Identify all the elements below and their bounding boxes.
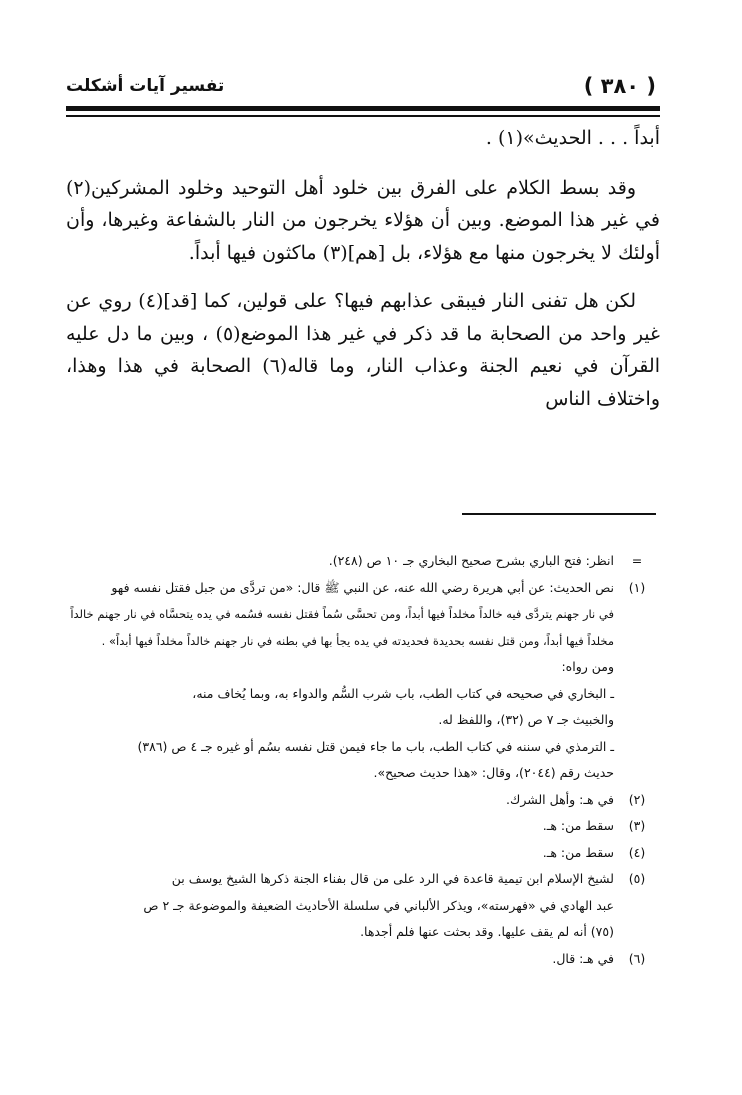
footnote-line: ـ الترمذي في سننه في كتاب الطب، باب ما جاء فيمن قتل نفسه بسُم أو غيره جـ ٤ ص (٣٨٦) <box>137 738 614 754</box>
footnote-text: نص الحديث: عن أبي هريرة رضي الله عنه، عن النبي ﷺ قال: «من تردَّى من جبل فقتل نفسه فهو <box>111 579 614 595</box>
footnote-line: والخبيث جـ ٧ ص (٣٢)، واللفظ له. <box>438 712 614 727</box>
footnote-line: حديث رقم (٢٠٤٤)، وقال: «هذا حديث صحيح». <box>373 765 614 780</box>
running-title: تفسير آيات أشكلت <box>66 76 225 96</box>
page-number: ( ٣٨٠ ) <box>583 74 656 98</box>
footnote-divider <box>462 513 656 515</box>
paragraph-3: لكن هل تفنى النار فيبقى عذابهم فيها؟ على قولين، كما [قد](٤) روي عن غير واحد من الصحابة ما قد ذكر في غير هذا الموضع(٥) ، وبين ما دل عليه القرآن في نعيم الجنة وعذاب النار، وما قاله(٦) الصحابة في هذا وهذا، واختلاف الناس <box>66 290 660 410</box>
footnote-3 <box>66 813 660 840</box>
main-text <box>66 122 660 415</box>
header-rule-thick <box>66 106 660 111</box>
footnote-mark: (٤) <box>628 844 646 860</box>
footnote-mark: (٢) <box>628 791 646 807</box>
footnote-line: ـ البخاري في صحيحه في كتاب الطب، باب شرب السُّم والدواء به، وبما يُخاف منه، <box>192 685 614 701</box>
footnote-text: في هـ: وأهل الشرك. <box>506 791 614 807</box>
footnote-2 <box>66 787 660 814</box>
footnote-5 <box>66 866 660 893</box>
footnote-6 <box>66 946 660 973</box>
footnote-text: انظر: فتح الباري بشرح صحيح البخاري جـ ١٠ ص (٢٤٨). <box>328 553 614 568</box>
footnote-text: لشيخ الإسلام ابن تيمية قاعدة في الرد على من قال بفناء الجنة ذكرها الشيخ يوسف بن <box>171 871 614 886</box>
footnote-mark: (١) <box>628 579 646 595</box>
footnote-mark: (٣) <box>628 818 646 833</box>
footnote-line: مخلداً فيها أبداً، ومن قتل نفسه بحديدة فحديدته في يده يجأ بها في بطنه في نار جهنم خالداً مخلداً فيها أبداً» . <box>101 633 614 648</box>
footnote-1 <box>66 575 660 602</box>
footnote-mark: (٥) <box>628 871 646 886</box>
page-header <box>66 74 656 100</box>
footnote-text: سقط من: هـ. <box>542 844 614 860</box>
footnote-text: سقط من: هـ. <box>542 818 614 833</box>
header-rule-thin <box>66 115 660 117</box>
footnote-mark: (٦) <box>628 950 646 966</box>
footnote-mark: = <box>631 553 643 568</box>
paragraph-2: وقد بسط الكلام على الفرق بين خلود أهل التوحيد وخلود المشركين(٢) في غير هذا الموضع. وبين أن هؤلاء يخرجون من النار بالشفاعة وغيرها، وأن أولئك لا يخرجون منها مع هؤلاء، بل [هم](٣) ماكثون فيها أبداً. <box>66 176 660 264</box>
footnote-line: (٧٥) أنه لم يقف عليها. وقد بحثت عنها فلم أجدها. <box>360 924 614 939</box>
paragraph-1: أبداً . . . الحديث»(١) . <box>485 127 660 149</box>
footnotes <box>66 548 660 972</box>
footnote-line: ومن رواه: <box>561 659 614 674</box>
footnote-4 <box>66 840 660 867</box>
footnote-line: عبد الهادي في «فهرسته»، ويذكر الألباني في سلسلة الأحاديث الضعيفة والموضوعة جـ ٢ ص <box>143 897 614 913</box>
footnote-continued <box>66 548 660 575</box>
footnote-text: في هـ: قال. <box>552 950 614 966</box>
footnote-line: في نار جهنم يتردَّى فيه خالداً مخلداً فيها أبداً، ومن تحسَّى سُماً فقتل نفسه فسُمه في يده يتحسَّاه في نار جهنم خالداً <box>70 607 614 621</box>
